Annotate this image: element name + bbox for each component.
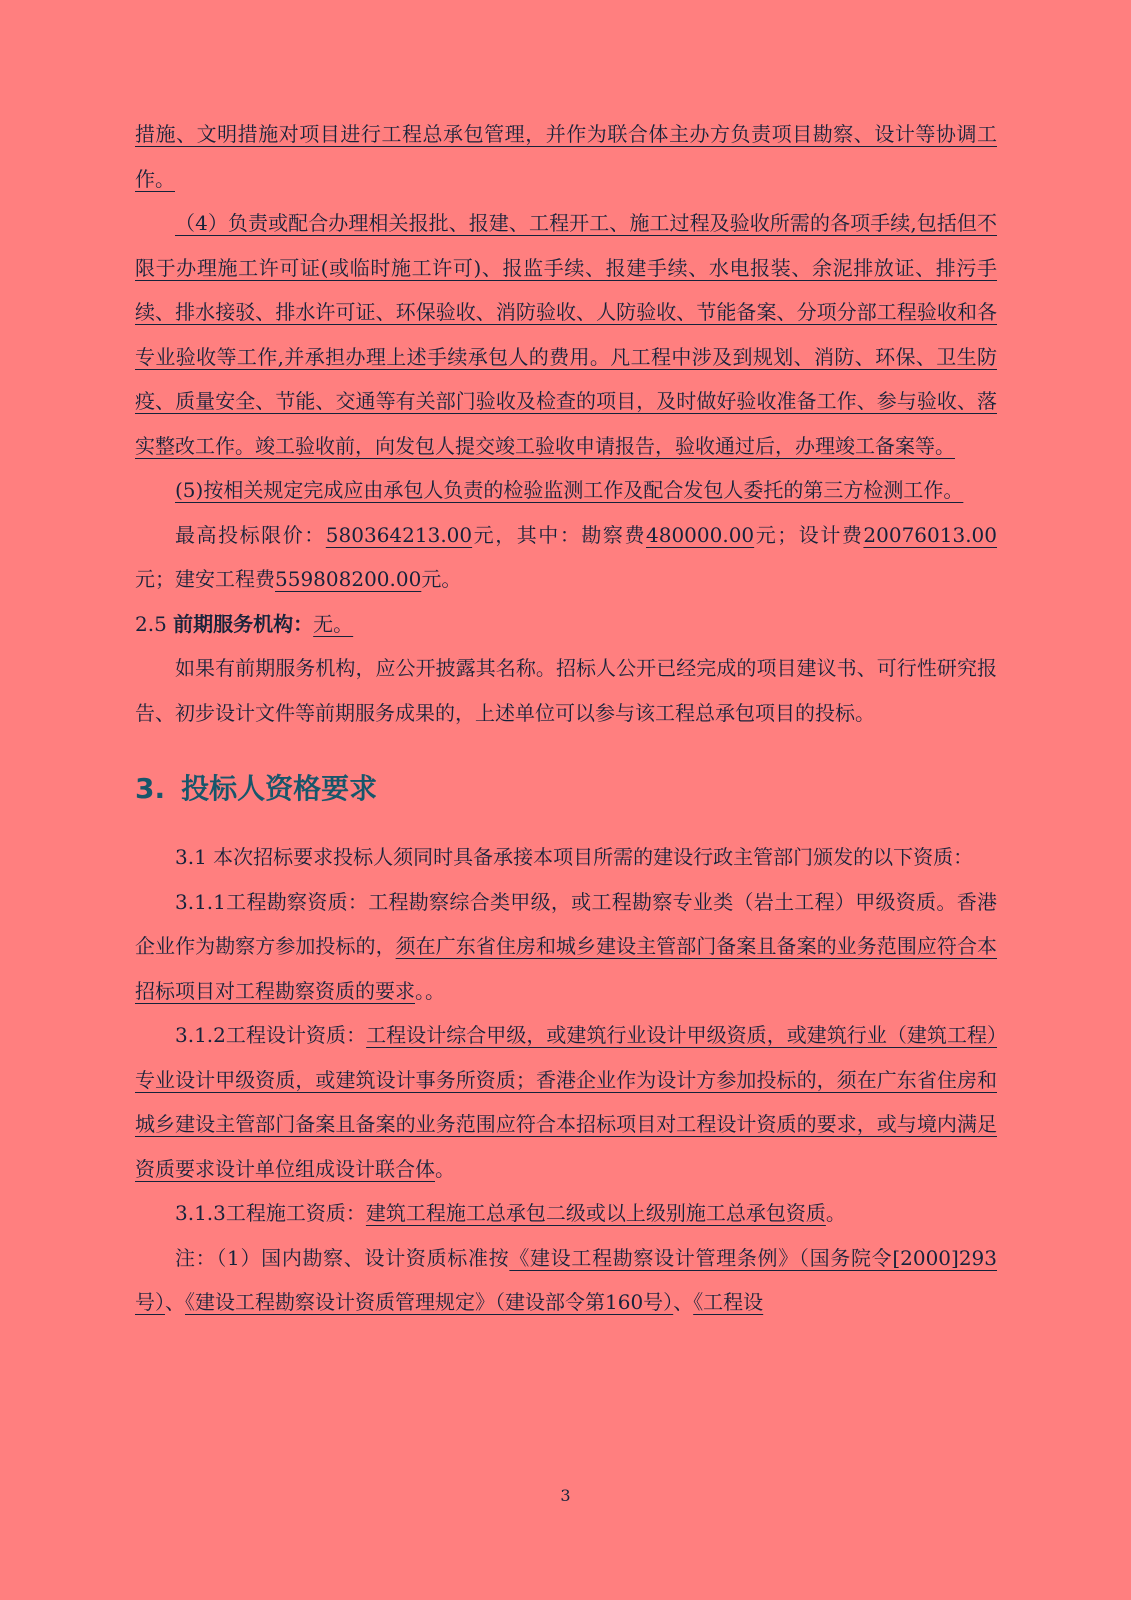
heading-title: 投标人资格要求 <box>181 772 378 805</box>
underlined-text: 须在广东省住房和城乡建设主管部门备案且备案的业务范围应符合本招标项目对工程勘察资质的要求 <box>135 934 998 1003</box>
body-text: 、 <box>673 1290 694 1314</box>
page-content <box>135 112 997 1325</box>
section-number: 2.5 <box>135 611 174 636</box>
max-price-value: 580364213.00 <box>325 522 473 547</box>
underlined-text: 工程设计综合甲级，或建筑行业设计甲级资质，或建筑行业（建筑工程）专业设计甲级资质，或建筑设计事务所资质；香港企业作为设计方参加投标的，须在广东省住房和城乡建设主管部门备案且备案的业务范围应符合本招标项目对工程设计资质的要求，或与境内满足资质要求设计单位组成设计联合体 <box>135 1023 998 1181</box>
underlined-text: 《工程设 <box>693 1290 764 1314</box>
paragraph-item-4 <box>135 201 997 468</box>
underlined-text: 建筑工程施工总承包二级或以上级别施工总承包资质 <box>365 1201 826 1225</box>
underlined-text: 《建设工程勘察设计管理条例》（国务院令[2000]293号） <box>135 1245 997 1314</box>
label-text: 元，其中：勘察费 <box>472 522 646 547</box>
body-text: 。 <box>435 1156 455 1181</box>
heading-number: 3. <box>135 772 166 805</box>
body-text: 。 <box>825 1201 846 1225</box>
body-text: 。。 <box>415 978 445 1003</box>
section-value: 无。 <box>313 611 354 636</box>
design-fee-value: 20076013.00 <box>863 522 998 547</box>
body-text: 注：（1）国内勘察、设计资质标准按 <box>175 1245 510 1270</box>
label-text: 最高投标限价： <box>175 522 326 547</box>
paragraph-3-1-3 <box>135 1191 997 1236</box>
label-text: 元；建安工程费 <box>135 567 275 591</box>
label-text: 元。 <box>421 567 462 591</box>
body-text: 3.1.1工程勘察资质：工程勘察综合类甲级，或工程勘察专业类（岩土工程）甲级资质。香港企业作为勘察方参加投标的， <box>135 889 997 958</box>
underlined-text: （4）负责或配合办理相关报批、报建、工程开工、施工过程及验收所需的各项手续,包括但不限于办理施工许可证(或临时施工许可)、报监手续、报建手续、水电报装、余泥排放证、排污手续、排水接驳、排水许可证、环保验收、消防验收、人防验收、节能备案、分项分部工程验收和各专业验收等工作,并承担办理上述手续承包人的费用。凡工程中涉及到规划、消防、环保、卫生防疫、质量安全、节能、交通等有关部门验收及检查的项目，及时做好验收准备工作、参与验收、落实整改工作。竣工验收前，向发包人提交竣工验收申请报告，验收通过后，办理竣工备案等。 <box>135 211 997 458</box>
paragraph-section-2-5 <box>135 602 997 647</box>
body-text: 3.1.2工程设计资质： <box>175 1023 367 1047</box>
body-text: 、 <box>165 1290 185 1314</box>
paragraph-3-1 <box>135 835 997 880</box>
label-text: 元；设计费 <box>754 522 864 547</box>
underlined-text: 措施、文明措施对项目进行工程总承包管理，并作为联合体主办方负责项目勘察、设计等协调工作。 <box>135 122 997 191</box>
body-text: 3.1.3工程施工资质： <box>175 1201 366 1225</box>
section-label: 前期服务机构： <box>173 611 314 636</box>
body-text: 3.1 本次招标要求投标人须同时具备承接本项目所需的建设行政主管部门颁发的以下资质： <box>175 845 974 869</box>
page-number: 3 <box>560 1486 571 1505</box>
paragraph-3-1-1 <box>135 880 997 1014</box>
body-text: 如果有前期服务机构，应公开披露其名称。招标人公开已经完成的项目建议书、可行性研究报告、初步设计文件等前期服务成果的，上述单位可以参与该工程总承包项目的投标。 <box>135 656 997 725</box>
survey-fee-value: 480000.00 <box>646 522 755 547</box>
paragraph-note <box>135 1236 997 1325</box>
underlined-text: 《建设工程勘察设计资质管理规定》（建设部令第160号） <box>185 1290 674 1314</box>
paragraph-max-bid-price <box>135 513 997 602</box>
construction-fee-value: 559808200.00 <box>275 567 422 591</box>
underlined-text: (5)按相关规定完成应由承包人负责的检验监测工作及配合发包人委托的第三方检测工作。 <box>175 478 964 502</box>
paragraph-item-5 <box>135 468 997 513</box>
paragraph-pre-service-note <box>135 646 997 735</box>
paragraph-3-1-2 <box>135 1013 997 1191</box>
paragraph-coordination <box>135 112 997 201</box>
section-heading-3 <box>135 769 997 809</box>
